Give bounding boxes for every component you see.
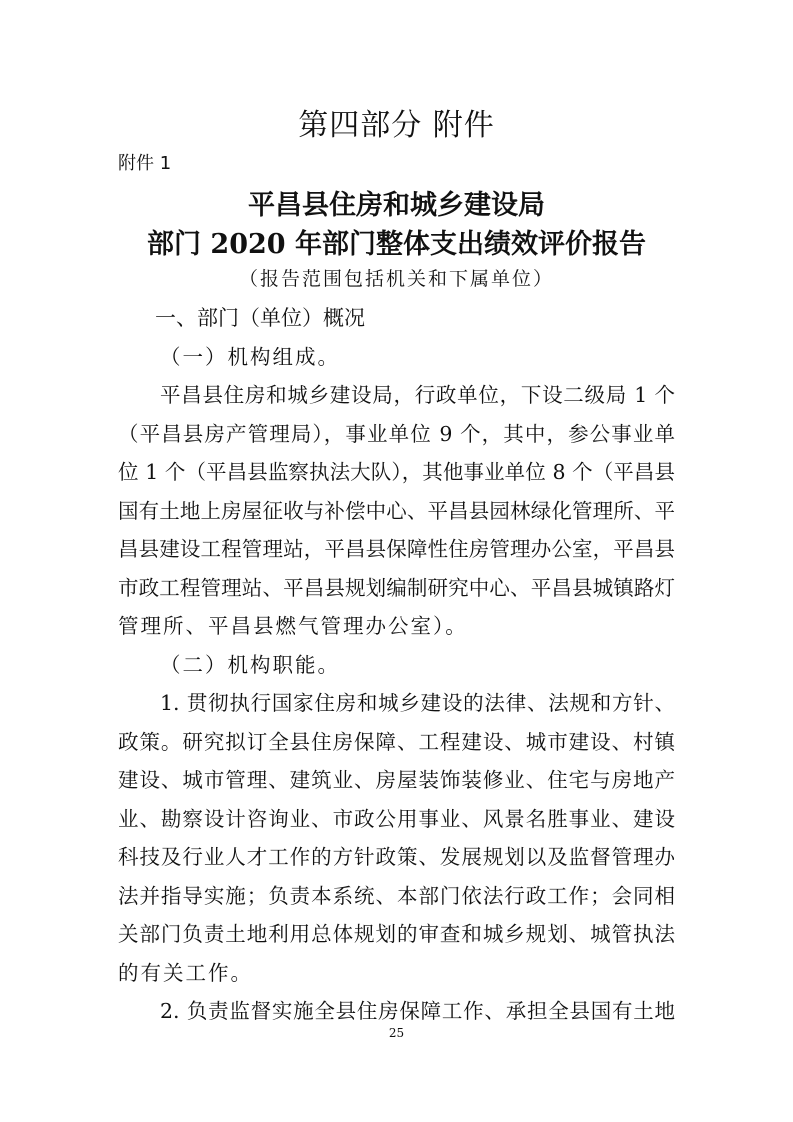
text-line: 的有关工作。 — [118, 960, 253, 985]
report-subtitle: （报告范围包括机关和下属单位） — [238, 268, 554, 290]
paragraph-function-1 — [118, 684, 675, 992]
document-body — [118, 299, 675, 1031]
section-heading: 一、部门（单位）概况 — [155, 306, 365, 330]
text-line: 平昌县住房和城乡建设局，行政单位，下设二级局 1 个 — [160, 383, 675, 407]
text-line: 位 1 个（平昌县监察执法大队），其他事业单位 8 个（平昌县 — [118, 460, 675, 484]
paragraph-organization — [118, 376, 675, 646]
text-line: 国有土地上房屋征收与补偿中心、平昌县园林绿化管理所、平 — [118, 498, 675, 523]
text-line: 管理所、平昌县燃气管理办公室）。 — [118, 614, 468, 638]
text-line: 2. 负责监督实施全县住房保障工作、承担全县国有土地 — [160, 999, 675, 1023]
text-line: 政策。研究拟订全县住房保障、工程建设、城市建设、村镇 — [118, 729, 675, 754]
text-line: 科技及行业人才工作的方针政策、发展规划以及监督管理办 — [118, 845, 675, 869]
text-line: 1. 贯彻执行国家住房和城乡建设的法律、法规和方针、 — [160, 691, 675, 715]
text-line: 昌县建设工程管理站，平昌县保障性住房管理办公室，平昌县 — [118, 537, 675, 561]
report-title-line-1: 平昌县住房和城乡建设局 — [248, 190, 545, 221]
text-line: 关部门负责土地利用总体规划的审查和城乡规划、城管执法 — [118, 922, 675, 946]
text-line: 法并指导实施；负责本系统、本部门依法行政工作；会同相 — [118, 883, 675, 908]
text-line: 市政工程管理站、平昌县规划编制研究中心、平昌县城镇路灯 — [118, 575, 675, 600]
part-title: 第四部分 附件 — [298, 108, 495, 143]
text-line: （平昌县房产管理局），事业单位 9 个，其中，参公事业单 — [118, 421, 675, 446]
paragraph-function-2 — [118, 992, 675, 1031]
subsection-heading: （二）机构职能。 — [160, 652, 340, 677]
annex-label: 附件 1 — [118, 153, 172, 174]
page-number: 25 — [388, 1026, 405, 1040]
report-title-line-2: 部门 2020 年部门整体支出绩效评价报告 — [147, 229, 646, 260]
subsection-heading: （一）机构组成。 — [160, 344, 340, 369]
text-line: 建设、城市管理、建筑业、房屋装饰装修业、住宅与房地产 — [118, 768, 675, 792]
text-line: 业、勘察设计咨询业、市政公用事业、风景名胜事业、建设 — [118, 806, 675, 831]
